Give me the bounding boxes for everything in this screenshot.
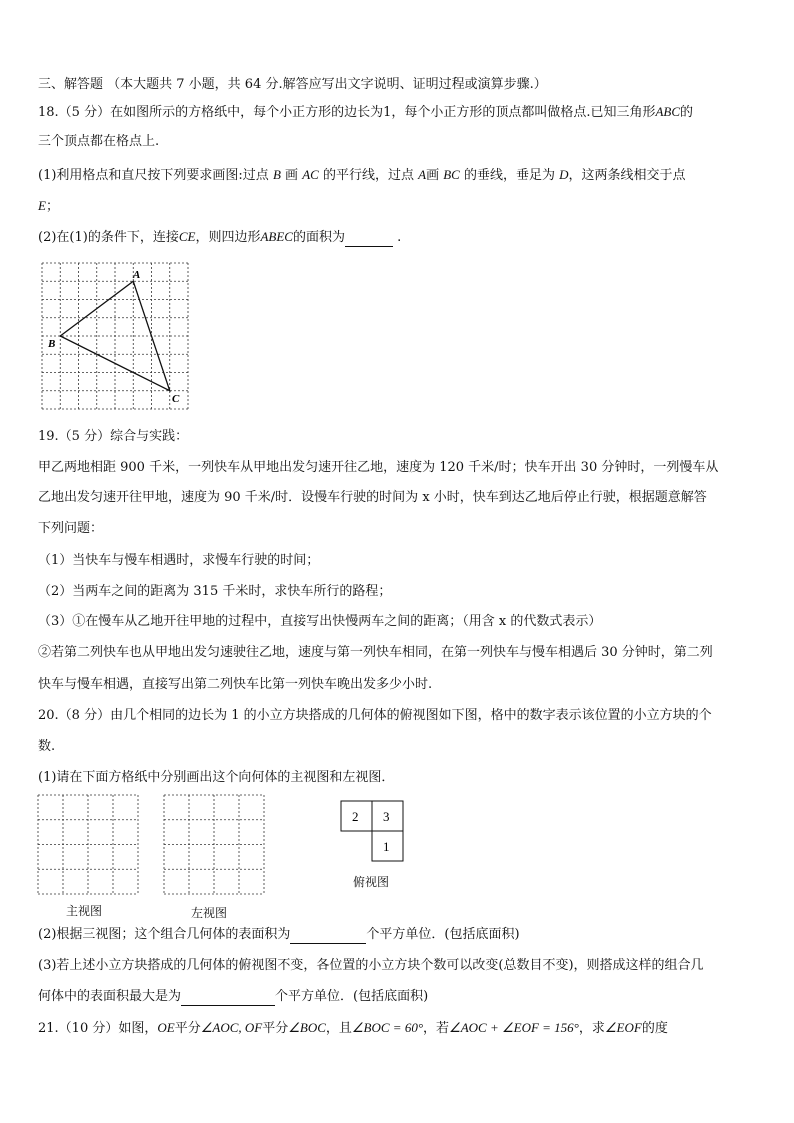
q18-text: (1)利用格点和直尺按下列要求画图:过点	[38, 168, 269, 183]
grid-lines	[42, 263, 188, 409]
section-title: 三、解答题 （本大题共 7 小题，共 64 分.解答应写出文字说明、证明过程或演算步骤.）	[38, 77, 547, 92]
q20-text: (2)根据三视图；这个组合几何体的表面积为	[38, 927, 291, 942]
top-view-count: 3	[383, 809, 390, 824]
q18-text: 的	[680, 105, 694, 120]
q18-text: ，则四边形	[195, 230, 261, 245]
top-view-figure	[340, 800, 404, 862]
q21-text: 21.（10 分）如图，	[38, 1021, 158, 1036]
q18-text: 的垂线，垂足为	[463, 168, 555, 183]
q21-text: 平分	[262, 1021, 289, 1036]
q18-text: 画	[285, 168, 299, 183]
q20-text: 个平方单位．(包括底面积)	[275, 989, 429, 1004]
q21-math: ∠AOC + ∠EOF = 156°	[449, 1020, 579, 1035]
q18-text: ，这两条线相交于点	[568, 168, 686, 183]
q19-line1: 19.（5 分）综合与实践：	[38, 429, 189, 444]
q18-math-ce: CE	[178, 229, 196, 244]
answer-blank[interactable]	[181, 1005, 275, 1006]
q18-text: 的平行线，过点	[322, 168, 414, 183]
q20-line1: 20.（8 分）由几个相同的边长为 1 的小立方块搭成的几何体的俯视图如下图，格中的数字表示该位置的小立方块的个	[38, 708, 712, 723]
q19-line3: 乙地出发匀速开往甲地，速度为 90 千米/时．设慢车行驶的时间为 x 小时，快车到达乙地后停止行驶，根据题意解答	[38, 490, 707, 505]
q18-text: .	[393, 230, 402, 245]
q18-math: AC	[302, 167, 319, 182]
q18-text: 18.（5 分）在如图所示的方格纸中，每个小正方形的边长为1，每个小正方形的顶点都叫做格点.已知三角形	[38, 105, 656, 120]
q20-text: 个平方单位．(包括底面积)	[366, 927, 520, 942]
q21-math: OE	[157, 1020, 175, 1035]
q19-line4: 下列问题：	[38, 521, 104, 536]
q19-line9: 快车与慢车相遇，直接写出第二列快车比第一列快车晚出发多少小时.	[38, 677, 433, 692]
q18-line2: 三个顶点都在格点上.	[38, 134, 160, 149]
front-view-grid	[37, 794, 139, 896]
q18-text: (2)在(1)的条件下，连接	[38, 230, 179, 245]
q21-text: ，若	[423, 1021, 450, 1036]
q19-line6: （2）当两车之间的距离为 315 千米时，求快车所行的路程；	[38, 584, 392, 599]
q19-line7: （3）①在慢车从乙地开往甲地的过程中，直接写出快慢两车之间的距离；（用含 x 的代数式表示）	[38, 614, 602, 629]
q19-line2: 甲乙两地相距 900 千米，一列快车从甲地出发匀速开往乙地，速度为 120 千米/时；快车开出 30 分钟时，一列慢车从	[38, 460, 719, 475]
answer-blank[interactable]	[345, 246, 393, 247]
q18-math: A	[418, 167, 427, 182]
q21-math: ∠EOF	[604, 1020, 642, 1035]
q18-math-e: E	[38, 198, 46, 213]
q18-text: 的面积为	[292, 230, 345, 245]
top-view-count: 1	[383, 839, 390, 854]
q21-text: 的度	[641, 1021, 668, 1036]
q18-math-abec: ABEC	[260, 229, 293, 244]
top-view-count: 2	[352, 809, 359, 824]
q18-text: ；	[45, 199, 59, 214]
q20-text: 何体中的表面积最大是为	[38, 989, 182, 1004]
q19-line5: （1）当快车与慢车相遇时，求慢车行驶的时间；	[38, 553, 320, 568]
q21-line1	[38, 1019, 668, 1038]
q18-line3	[38, 166, 686, 185]
q20-line3: (1)请在下面方格纸中分别画出这个向何体的主视图和左视图．	[38, 770, 395, 785]
q18-math: BC	[443, 167, 460, 182]
q21-math: ∠BOC = 60°	[351, 1020, 424, 1035]
q18-text: 画	[426, 168, 440, 183]
caption-front-view: 主视图	[66, 904, 103, 918]
q20-line6	[38, 988, 428, 1006]
caption-left-view: 左视图	[191, 906, 228, 920]
caption-top-view: 俯视图	[353, 875, 390, 889]
q18-line5	[38, 228, 401, 247]
label-a: A	[133, 269, 141, 281]
q21-text: 平分	[174, 1021, 201, 1036]
q21-math: ∠AOC, OF	[200, 1020, 263, 1035]
q18-line4	[38, 197, 59, 216]
left-view-grid	[163, 794, 265, 896]
q20-line4	[38, 926, 520, 944]
q20-line5: (3)若上述小立方块搭成的几何体的俯视图不变，各位置的小立方块个数可以改变(总数目不变)，则搭成这样的组合几	[38, 958, 704, 973]
q18-math-abc: ABC	[655, 104, 681, 119]
q19-line8: ②若第二列快车也从甲地出发匀速驶往乙地，速度与第一列快车相同，在第一列快车与慢车相遇后 30 分钟时，第二列	[38, 645, 713, 660]
q20-line2: 数.	[38, 739, 56, 754]
answer-blank[interactable]	[290, 943, 366, 944]
q18-line1	[38, 103, 693, 122]
q21-text: ，求	[578, 1021, 605, 1036]
q21-math: ∠BOC	[288, 1020, 326, 1035]
triangle-grid-figure	[41, 262, 193, 414]
label-b: B	[48, 338, 56, 350]
q18-math: B	[272, 167, 281, 182]
q21-text: ，且	[325, 1021, 352, 1036]
label-c: C	[172, 393, 180, 405]
q18-math: D	[559, 167, 569, 182]
